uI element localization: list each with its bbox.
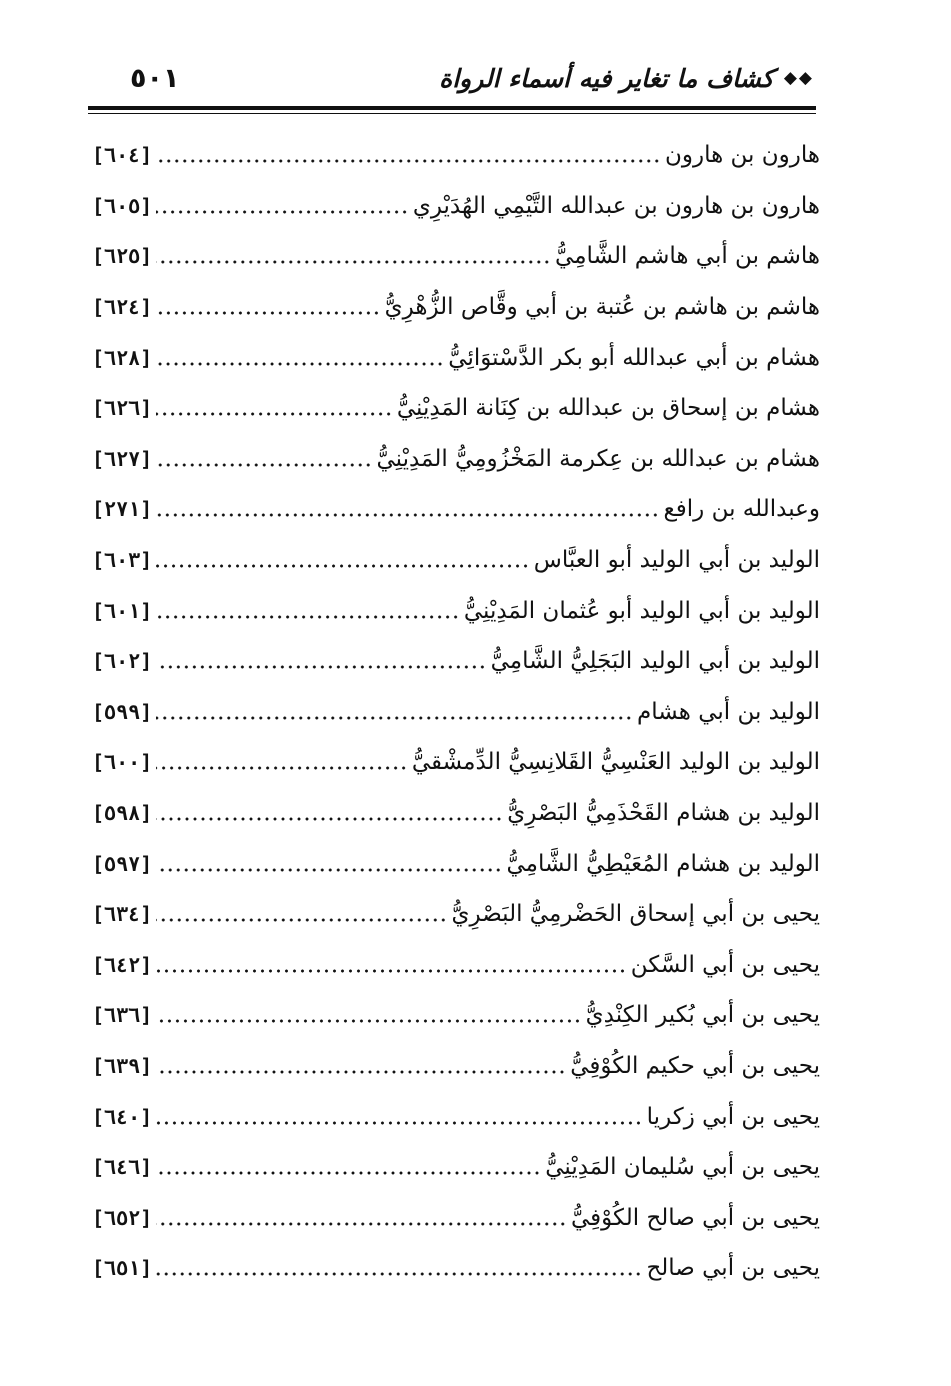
- dot-leader: [156, 1057, 566, 1075]
- index-entry: [92, 1243, 820, 1294]
- dot-leader: [156, 1158, 541, 1176]
- index-entry: [92, 1091, 820, 1142]
- index-entry: [92, 282, 820, 333]
- narrator-name: هاشم بن أبي هاشم الشَّامِيُّ: [555, 243, 820, 270]
- entry-reference: [٦٠٢]: [92, 649, 153, 674]
- entry-reference: [٦٢٨]: [92, 345, 153, 370]
- index-entry: [92, 231, 820, 282]
- dot-leader: [156, 905, 447, 923]
- entry-reference: [٦٢٤]: [92, 295, 153, 320]
- narrator-name: الوليد بن أبي هشام: [636, 698, 820, 725]
- narrator-name: الوليد بن أبي الوليد أبو العبَّاس: [533, 547, 820, 574]
- running-title: كشاف ما تغاير فيه أسماء الرواة: [439, 63, 774, 93]
- entry-reference: [٦٠٣]: [92, 548, 153, 573]
- entry-reference: [٢٧١]: [92, 497, 153, 522]
- narrator-name: هشام بن عبدالله بن عِكرمة المَخْزُومِيُّ المَدِيْنِيُّ: [376, 445, 820, 472]
- entry-reference: [٦٢٦]: [92, 396, 153, 421]
- index-entry: [92, 535, 820, 586]
- dot-leader: [156, 703, 633, 721]
- entry-reference: [٦٠٠]: [92, 750, 153, 775]
- header-title-group: [439, 64, 814, 93]
- index-list: [92, 130, 820, 1294]
- index-entry: [92, 181, 820, 232]
- narrator-name: هاشم بن هاشم بن عُتبة بن أبي وقَّاص الزُّهْرِيُّ: [384, 294, 820, 321]
- entry-reference: [٦٤٠]: [92, 1104, 153, 1129]
- narrator-name: وعبدالله بن رافع: [663, 496, 820, 523]
- diamond-ornament-icon: ◆◆: [783, 68, 814, 88]
- dot-leader: [156, 652, 486, 670]
- index-entry: [92, 383, 820, 434]
- index-entry: [92, 636, 820, 687]
- dot-leader: [156, 247, 551, 265]
- narrator-name: الوليد بن هشام المُعَيْطِيُّ الشَّامِيُّ: [506, 850, 820, 877]
- entry-reference: [٦٢٥]: [92, 244, 153, 269]
- entry-reference: [٥٩٩]: [92, 699, 153, 724]
- index-entry: [92, 737, 820, 788]
- header-rule-thin: [88, 113, 816, 114]
- index-entry: [92, 1041, 820, 1092]
- header-rule-thick: [88, 106, 816, 110]
- narrator-name: هارون بن هارون: [664, 142, 820, 169]
- entry-reference: [٦٥١]: [92, 1256, 153, 1281]
- index-entry: [92, 940, 820, 991]
- running-header: [92, 56, 814, 100]
- entry-reference: [٥٩٨]: [92, 801, 153, 826]
- entry-reference: [٦٣٤]: [92, 902, 153, 927]
- dot-leader: [156, 602, 460, 620]
- entry-reference: [٦٠٥]: [92, 193, 153, 218]
- dot-leader: [156, 146, 661, 164]
- index-entry: [92, 130, 820, 181]
- dot-leader: [156, 804, 503, 822]
- index-entry: [92, 484, 820, 535]
- dot-leader: [156, 1108, 642, 1126]
- index-entry: [92, 585, 820, 636]
- narrator-name: هشام بن أبي عبدالله أبو بكر الدَّسْتوَائِيُّ: [448, 344, 820, 371]
- index-entry: [92, 1142, 820, 1193]
- dot-leader: [156, 855, 502, 873]
- narrator-name: يحيى بن أبي صالح الكُوْفِيُّ: [570, 1204, 820, 1231]
- narrator-name: يحيى بن أبي بُكير الكِنْدِيُّ: [585, 1002, 820, 1029]
- entry-reference: [٦٢٧]: [92, 446, 153, 471]
- narrator-name: يحيى بن أبي حكيم الكُوْفِيُّ: [570, 1052, 820, 1079]
- dot-leader: [156, 500, 659, 518]
- dot-leader: [156, 298, 380, 316]
- dot-leader: [156, 399, 393, 417]
- dot-leader: [156, 551, 530, 569]
- narrator-name: يحيى بن أبي إسحاق الحَضْرمِيُّ البَصْرِيُّ: [451, 901, 820, 928]
- narrator-name: هشام بن إسحاق بن عبدالله بن كِنَانة المَدِيْنِيُّ: [396, 395, 820, 422]
- dot-leader: [156, 1209, 567, 1227]
- entry-reference: [٥٩٧]: [92, 851, 153, 876]
- narrator-name: يحيى بن أبي السَّكن: [630, 951, 820, 978]
- narrator-name: يحيى بن أبي صالح: [646, 1255, 820, 1282]
- narrator-name: هارون بن هارون بن عبدالله التَّيْمِي الهُدَيْرِي: [412, 192, 820, 219]
- dot-leader: [156, 753, 408, 771]
- narrator-name: الوليد بن أبي الوليد البَجَلِيُّ الشَّامِيُّ: [490, 648, 820, 675]
- entry-reference: [٦٤٢]: [92, 952, 153, 977]
- entry-reference: [٦٣٩]: [92, 1053, 153, 1078]
- narrator-name: الوليد بن الوليد العَنْسِيُّ القَلانِسِيُّ الدِّمشْقيُّ: [411, 749, 820, 776]
- page-number: ٥٠١: [130, 62, 180, 94]
- dot-leader: [156, 349, 444, 367]
- entry-reference: [٦٠٤]: [92, 143, 153, 168]
- index-entry: [92, 332, 820, 383]
- index-entry: [92, 838, 820, 889]
- dot-leader: [156, 956, 626, 974]
- dot-leader: [156, 1006, 581, 1024]
- index-entry: [92, 889, 820, 940]
- entry-reference: [٦٥٢]: [92, 1205, 153, 1230]
- narrator-name: يحيى بن أبي زكريا: [646, 1103, 820, 1130]
- dot-leader: [156, 1259, 642, 1277]
- index-entry: [92, 434, 820, 485]
- entry-reference: [٦٠١]: [92, 598, 153, 623]
- index-entry: [92, 687, 820, 738]
- index-entry: [92, 788, 820, 839]
- narrator-name: الوليد بن هشام القَحْذَمِيُّ البَصْرِيُّ: [507, 800, 820, 827]
- narrator-name: الوليد بن أبي الوليد أبو عُثمان المَدِيْنِيُّ: [463, 597, 820, 624]
- entry-reference: [٦٤٦]: [92, 1155, 153, 1180]
- index-entry: [92, 1192, 820, 1243]
- entry-reference: [٦٣٦]: [92, 1003, 153, 1028]
- index-entry: [92, 990, 820, 1041]
- dot-leader: [156, 197, 409, 215]
- narrator-name: يحيى بن أبي سُليمان المَدِيْنِيُّ: [545, 1154, 820, 1181]
- dot-leader: [156, 450, 372, 468]
